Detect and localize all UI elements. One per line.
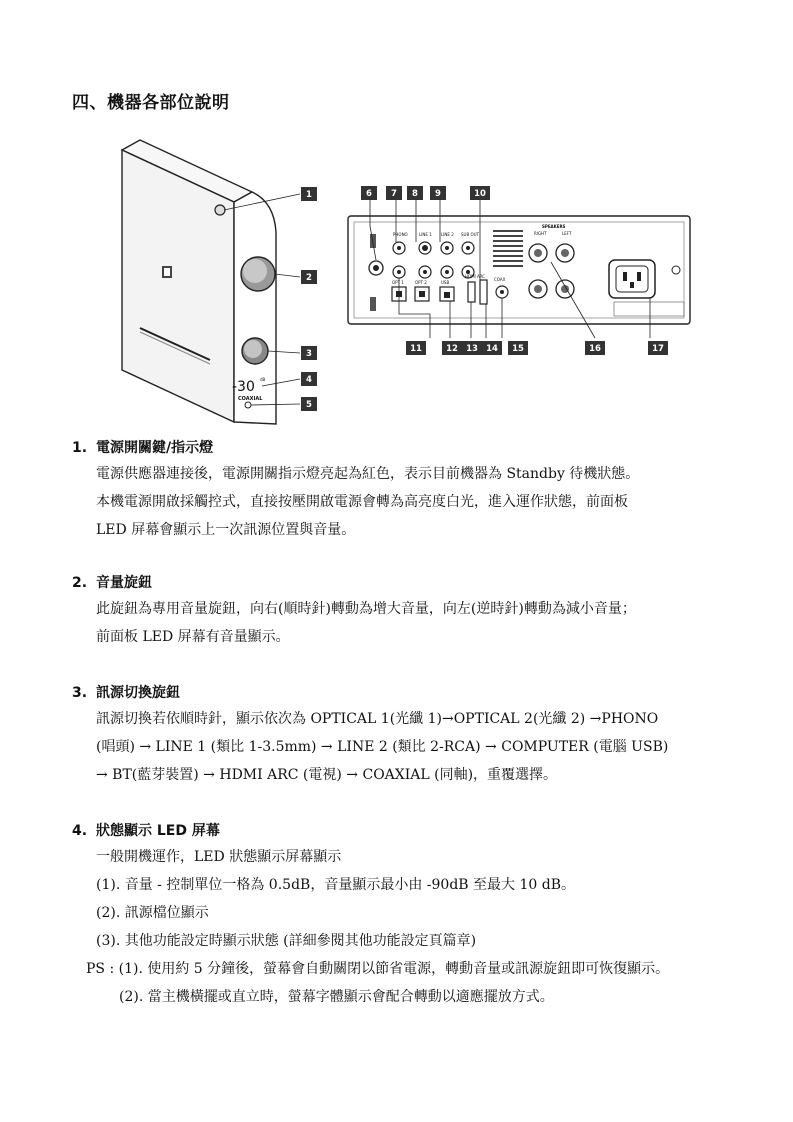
section-line: 本機電源開啟採觸控式，直接按壓開啟電源會轉為高亮度白光，進入運作狀態，前面板 <box>96 494 628 510</box>
port-label-line2: LINE 2 <box>441 232 454 237</box>
front-callouts <box>301 187 317 411</box>
section-line: 此旋鈕為專用音量旋鈕，向右(順時針)轉動為增大音量，向左(逆時針)轉動為減小音量； <box>96 601 636 617</box>
section-line: LED 屏幕會顯示上一次訊源位置與音量。 <box>96 522 356 538</box>
callout-8: 8 <box>412 189 418 199</box>
callout-15: 15 <box>512 344 524 354</box>
section-title: 電源開關鍵/指示燈 <box>96 440 214 456</box>
callout-9: 9 <box>435 189 441 199</box>
section-title: 訊源切換旋鈕 <box>96 685 180 701</box>
callout-4: 4 <box>306 375 312 385</box>
section-line: (唱頭) → LINE 1 (類比 1-3.5mm) → LINE 2 (類比 2-RCA) → COMPUTER (電腦 USB) <box>96 739 669 755</box>
section-title: 狀態顯示 LED 屏幕 <box>96 823 220 839</box>
callout-3: 3 <box>306 349 312 359</box>
page-title: 四、機器各部位說明 <box>72 93 230 113</box>
front-unit-illustration <box>122 140 276 424</box>
speakers-left-label: LEFT <box>562 231 572 236</box>
port-label-opt2: OPT 2 <box>415 280 427 285</box>
ps-note-line: PS : (1). 使用約 5 分鐘後，螢幕會自動關閉以節省電源，轉動音量或訊源旋鈕即可恢復顯示。 <box>86 961 670 977</box>
section-line: (3). 其他功能設定時顯示狀態 (詳細參閱其他功能設定頁篇章) <box>96 933 477 949</box>
callout-2: 2 <box>306 273 312 283</box>
port-label-sub-out: SUB OUT <box>461 232 480 237</box>
speakers-right-label: RIGHT <box>534 231 547 236</box>
port-label-line1: LINE 1 <box>419 232 432 237</box>
callout-6: 6 <box>366 189 372 199</box>
ps-note-line: (2). 當主機橫擺或直立時，螢幕字體顯示會配合轉動以適應擺放方式。 <box>119 989 554 1005</box>
callout-10: 10 <box>474 189 486 199</box>
callout-16: 16 <box>589 344 601 354</box>
callout-1: 1 <box>306 190 312 200</box>
section-line: (1). 音量 - 控制單位一格為 0.5dB，音量顯示最小由 -90dB 至最大 10 dB。 <box>96 877 575 893</box>
section-line: → BT(藍芽裝置) → HDMI ARC (電視) → COAXIAL (同軸)，重覆選擇。 <box>96 767 558 783</box>
section-source-knob <box>72 681 668 789</box>
callout-5: 5 <box>306 400 312 410</box>
device-diagram <box>110 132 710 432</box>
section-number: 1. <box>72 440 88 456</box>
section-number: 3. <box>72 685 88 701</box>
callout-17: 17 <box>652 344 664 354</box>
section-led-display <box>72 819 669 1011</box>
port-label-usb: USB <box>441 280 450 285</box>
port-label-opt1: OPT 1 <box>392 280 404 285</box>
section-line: (2). 訊源檔位顯示 <box>96 905 209 921</box>
section-number: 2. <box>72 575 88 591</box>
callout-13: 13 <box>466 344 478 354</box>
callout-11: 11 <box>410 344 422 354</box>
port-label-phono: PHONO <box>393 232 408 237</box>
front-display-unit: dB <box>260 377 266 382</box>
section-number: 4. <box>72 823 88 839</box>
callout-12: 12 <box>446 344 458 354</box>
section-power-button <box>72 436 639 544</box>
port-label-hdmi-arc: HDMI ARC <box>465 274 486 279</box>
port-label-coax: COAX <box>494 277 506 282</box>
front-display-value: -30 <box>232 379 255 395</box>
section-heading <box>72 819 669 843</box>
section-line: 電源供應器連接後，電源開關指示燈亮起為紅色，表示目前機器為 Standby 待機狀態。 <box>96 466 640 482</box>
section-heading <box>72 681 668 705</box>
section-title: 音量旋鈕 <box>96 575 152 591</box>
section-volume-knob <box>72 571 636 651</box>
section-line: 訊源切換若依順時針，顯示依次為 OPTICAL 1(光纖 1)→OPTICAL 2(光纖 2) →PHONO <box>96 711 659 727</box>
section-heading <box>72 436 639 460</box>
section-line: 前面板 LED 屏幕有音量顯示。 <box>96 629 290 645</box>
section-heading <box>72 571 636 595</box>
callout-7: 7 <box>391 189 397 199</box>
speakers-label: SPEAKERS <box>542 224 566 229</box>
section-line: 一般開機運作，LED 狀態顯示屏幕顯示 <box>96 849 342 865</box>
callout-14: 14 <box>486 344 498 354</box>
front-display-input: COAXIAL <box>238 396 263 402</box>
